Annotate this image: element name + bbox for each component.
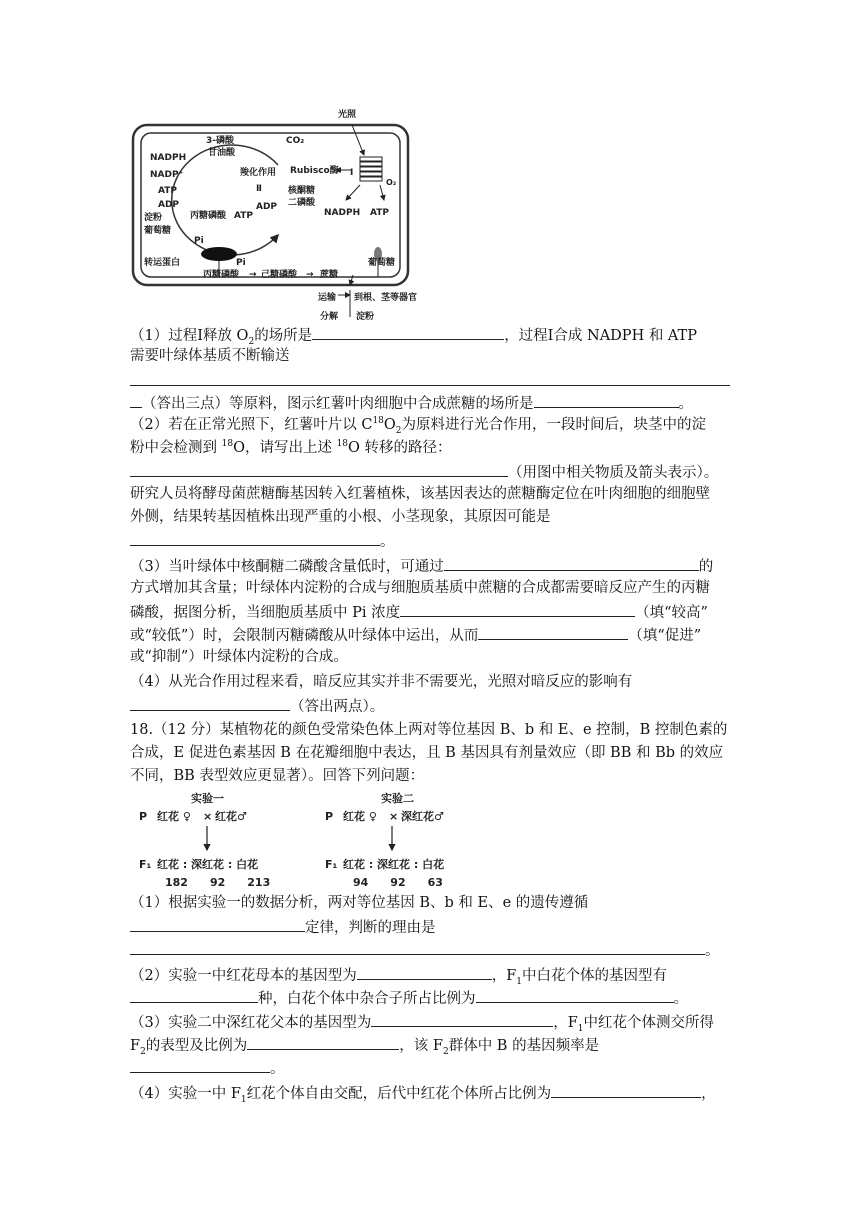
label-atp-inner: ATP [234,211,254,221]
answer-blank[interactable] [444,555,699,571]
exp1-female: 红花 ♀ [157,810,191,823]
label-o2: O₂ [386,178,397,187]
q18-part1-line1: （1）根据实验一的数据分析，两对等位基因 B、b 和 E、e 的遗传遵循 [130,895,589,911]
exp1-cross: × [203,810,213,823]
exp1-male: 红花♂ [215,810,247,823]
exp1-title: 实验一 [191,792,224,805]
answer-blank[interactable] [534,392,679,408]
q17-part3-line3: 磷酸，据图分析，当细胞质基质中 Pi 浓度 （填“较高” [130,601,730,623]
label-roman-i: Ⅰ [350,168,354,178]
q18-intro-line3: 不同，BB 表型效应更显著）。回答下列问题： [130,768,425,784]
q18-intro-line2: 合成，E 促进色素基因 B 在花瓣细胞中表达，且 B 基因具有剂量效应（即 BB 和 Bb 的效应 [130,745,724,761]
exp2-f1: F₁ [325,858,338,871]
label-atp-left: ATP [158,186,178,196]
q17-part3-line4: 或“较低”）时，会限制丙糖磷酸从叶绿体中运出，从而 （填“促进” [130,624,730,646]
answer-blank[interactable] [551,1082,701,1098]
q17-part1-line1: （1）过程Ⅰ释放 $O_2$的场所是 ，过程Ⅰ合成 NADPH 和 ATP [130,324,730,346]
label-hexose-phosphate: 己糖磷酸 [261,270,298,280]
q17-part2-line1: （2）若在正常光照下，红薯叶片以 $C^{18}O_2$为原料进行光合作用，一段时间后，块茎中的淀 [130,416,707,436]
q18-part3-line2: $F_2$的表型及比例为 ，该 $F_2$群体中 B 的基因频率是 [130,1034,730,1056]
answer-blank[interactable] [247,1034,399,1050]
q18-part3-line3: 。 [130,1057,730,1079]
answer-blank[interactable] [130,916,305,932]
q17-part3-line2: 方式增加其含量；叶绿体内淀粉的合成与细胞质基质中蔗糖的合成都需要暗反应产生的丙糖 [130,580,710,596]
q17-part3-line1: （3）当叶绿体中核酮糖二磷酸含量低时，可通过 的 [130,555,730,577]
label-arrow-2: → [306,270,314,280]
photosynthesis-diagram [128,105,418,327]
exp2-counts: 94 92 63 [353,876,443,889]
answer-blank[interactable] [400,601,635,617]
q17-part2-line5: 外侧，结果转基因植株出现严重的小根、小茎现象，其原因可能是 [130,509,551,525]
exp1-p: P [139,810,148,823]
q17-part4-line1: （4）从光合作用过程来看，暗反应其实并非不需要光，光照对暗反应的影响有 [130,674,633,690]
label-sucrose: 蔗糖 [320,270,339,280]
q18-part3-line1: （3）实验二中深红花父本的基因型为 ，$F_1$中红花个体测交所得 [130,1011,730,1033]
q17-part2-line6: 。 [130,530,730,552]
experiment-1 [139,791,270,889]
answer-blank[interactable] [130,392,142,408]
calvin-cycle-arc [172,145,278,255]
label-co2: CO₂ [286,136,305,146]
label-nadph-out: NADPH [324,208,361,218]
label-to-organs: 到根、茎等器官 [354,293,418,303]
label-roman-ii: Ⅱ [256,184,262,194]
q18-part2-line1: （2）实验一中红花母本的基因型为 ，$F_1$中白花个体的基因型有 [130,964,730,986]
cross-experiments-figure [135,790,465,890]
q17-part2-line3: （用图中相关物质及箭头表示）。 [130,461,730,483]
q17-part2-line4: 研究人员将酵母菌蔗糖酶基因转入红薯植株，该基因表达的蔗糖酶定位在叶肉细胞的细胞壁 [130,486,710,502]
label-rubp-1: 核酮糖 [288,186,316,196]
label-triose-inner: 丙糖磷酸 [190,211,227,221]
exp1-counts: 182 92 213 [165,876,271,889]
label-pi-lower: Pi [236,258,246,268]
exp1-f1: F₁ [139,858,152,871]
label-light: 光照 [338,110,357,120]
answer-blank[interactable] [371,1011,553,1027]
experiment-2 [325,791,444,889]
answer-blank[interactable] [478,624,628,640]
answer-blank[interactable] [130,461,508,477]
label-3-phosphoglycerate-2: 甘油酸 [208,148,236,158]
answer-blank[interactable] [357,964,492,980]
answer-blank[interactable] [312,324,504,340]
q17-part2-line2: 粉中会检测到 $^{18}$O，请写出上述 $^{18}$O 转移的路径： [130,439,452,456]
label-rubisco: Rubisco酶 [290,166,339,176]
label-adp-left: ADP [158,200,180,210]
label-starch: 淀粉 [144,213,163,223]
q18-part4-line1: （4）实验一中 $F_1$红花个体自由交配，后代中红花个体所占比例为 ， [130,1082,730,1104]
label-transport: 运输 [318,293,337,303]
exp2-male: 深红花♂ [401,810,444,823]
answer-blank[interactable] [130,939,705,955]
label-decompose: 分解 [320,312,339,322]
label-carboxylation: 羧化作用 [240,168,277,178]
transporter-protein-shape [201,247,237,261]
answer-blank[interactable] [476,987,674,1003]
q17-part3-line5: 或“抑制”）叶绿体内淀粉的合成。 [130,649,348,665]
exp2-cross: × [389,810,399,823]
q18-part1-line3: 。 [130,939,730,961]
label-rubp-2: 二磷酸 [288,198,316,208]
label-nadp: NADP⁺ [150,170,184,180]
label-pi-left: Pi [194,236,204,246]
thylakoid-icon [360,157,382,181]
exp2-title: 实验二 [381,792,414,805]
exp2-p: P [325,810,334,823]
answer-blank[interactable] [130,695,290,711]
q17-part1-line4: （答出三点）等原料，图示红薯叶肉细胞中合成蔗糖的场所是 。 [130,392,730,414]
label-adp-inner: ADP [256,202,278,212]
label-nadph: NADPH [150,153,187,163]
label-transporter: 转运蛋白 [144,258,181,268]
answer-blank[interactable] [130,1057,270,1073]
label-arrow-1: → [249,270,257,280]
label-starch-low: 淀粉 [356,312,375,322]
q18-part2-line2: 种，白花个体中杂合子所占比例为 。 [130,987,730,1009]
q17-part1-line2: 需要叶绿体基质不断输送 [130,348,290,364]
label-glucose-right: 葡萄糖 [368,258,396,268]
q18-part1-line2: 定律，判断的理由是 [130,916,730,938]
answer-blank[interactable] [130,530,380,546]
exp1-phenotypes: 红花 : 深红花 : 白花 [157,858,259,871]
label-3-phosphoglycerate-1: 3-磷酸 [206,136,234,146]
q17-part4-line2: （答出两点）。 [130,695,730,717]
label-atp-out: ATP [370,208,390,218]
label-glucose-left: 葡萄糖 [144,226,172,236]
label-triose-out: 丙糖磷酸 [203,270,240,280]
exp2-female: 红花 ♀ [343,810,377,823]
answer-blank[interactable] [130,385,730,386]
q18-intro-line1: 18.（12 分）某植物花的颜色受常染色体上两对等位基因 B、b 和 E、e 控制，B 控制色素的 [130,722,728,738]
answer-blank[interactable] [130,987,258,1003]
exp2-phenotypes: 红花 : 深红花 : 白花 [343,858,445,871]
